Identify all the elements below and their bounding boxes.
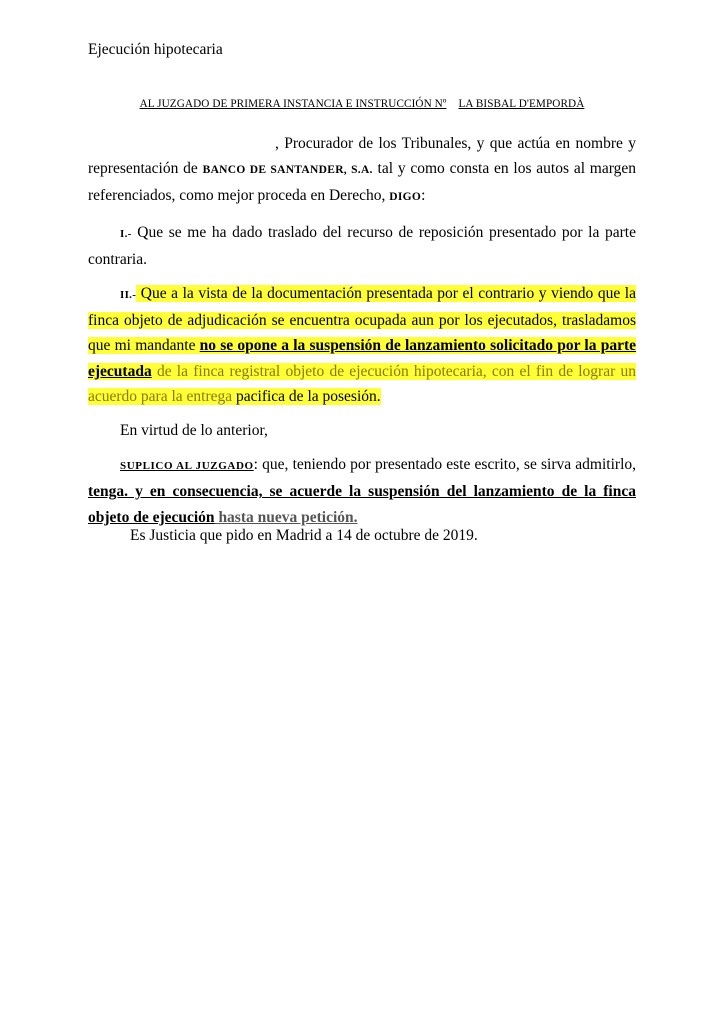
point-two-highlight-a: Que a la vista de la documentación presentada por el contrario y viendo que la finca objeto de adjudicación se encuentra ocupada aun por los ejecutados, trasladamos que mi mandante	[88, 285, 636, 355]
court-heading	[0, 98, 724, 110]
suplico-label: SUPLICO AL JUZGADO	[120, 460, 254, 473]
transition-paragraph: En virtud de lo anterior,	[120, 422, 268, 440]
intro-text-2: tal y como consta en los autos al margen referenciados, como mejor proceda en Derecho,	[88, 160, 636, 205]
document-header-label: Ejecución hipotecaria	[88, 41, 223, 58]
intro-text-1: , Procurador de los Tribunales, y que actúa en nombre y representación de	[88, 135, 636, 178]
point-one-text: Que se me ha dado traslado del recurso de reposición presentado por la parte contraria.	[88, 223, 636, 268]
point-two-numeral: II.-	[120, 289, 137, 302]
digo-colon: :	[421, 187, 426, 205]
court-heading-left: AL JUZGADO DE PRIMERA INSTANCIA E INSTRUCCIÓN Nº	[139, 98, 447, 110]
point-two-highlight-b: de la finca registral objeto de ejecución hipotecaria, con el fin de lograr un acuerdo para la entrega	[88, 362, 636, 405]
suplico-text: : que, teniendo por presentado este escrito, se sirva admitirlo,	[253, 456, 637, 474]
suplico-bold-grey: hasta nueva petición.	[214, 508, 358, 526]
point-two-paragraph	[88, 281, 636, 409]
point-one-paragraph	[88, 220, 636, 272]
closing-line: Es Justicia que pido en Madrid a 14 de octubre de 2019.	[130, 527, 478, 544]
suplico-paragraph	[88, 452, 636, 530]
suplico-bold-request: tenga. y en consecuencia, se acuerde la suspensión del lanzamiento de la finca objeto de ejecución	[88, 483, 636, 526]
client-name: BANCO DE SANTANDER, S.A.	[202, 164, 373, 177]
intro-paragraph	[88, 131, 636, 211]
digo-label: DIGO	[389, 191, 422, 204]
document-body	[88, 131, 636, 530]
court-heading-right: LA BISBAL D'EMPORDÀ	[458, 98, 585, 110]
point-one-numeral: I.-	[120, 227, 132, 240]
point-two-bold-statement: no se opone a la suspensión de lanzamiento solicitado por la parte ejecutada	[88, 337, 636, 380]
point-two-highlight-c: pacifica de la posesión.	[232, 387, 381, 405]
